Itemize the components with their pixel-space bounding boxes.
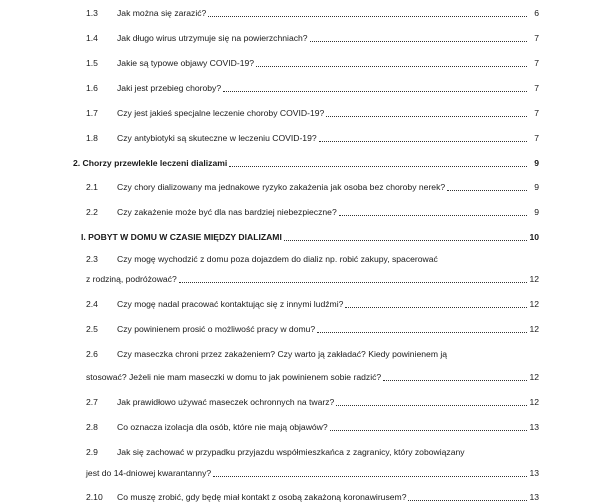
- dot-leader: [447, 189, 527, 191]
- toc-entry-page: 7: [534, 33, 539, 43]
- toc-entry-title: Jak długo wirus utrzymuje się na powierzchniach?: [117, 33, 308, 43]
- dot-leader: [319, 140, 527, 142]
- toc-entry-page: 13: [529, 492, 539, 502]
- toc-entry-number: 2.2: [86, 207, 98, 217]
- dot-leader: [229, 165, 527, 167]
- toc-entry-page: 12: [529, 372, 539, 382]
- toc-entry-page: 12: [529, 274, 539, 284]
- toc-entry-number: 1.7: [86, 108, 98, 118]
- dot-leader: [284, 239, 527, 241]
- toc-entry-page: 9: [534, 207, 539, 217]
- toc-entry-page: 12: [529, 299, 539, 309]
- toc-entry-page: 7: [534, 108, 539, 118]
- toc-entry-title-continued: z rodziną, podróżować?: [86, 274, 177, 284]
- toc-entry-title: Czy maseczka chroni przez zakażeniem? Czy warto ją zakładać? Kiedy powinienem ją: [117, 349, 448, 359]
- toc-entry-title: Czy antybiotyki są skuteczne w leczeniu COVID-19?: [117, 133, 317, 143]
- toc-entry-title: Jak można się zarazić?: [117, 8, 207, 18]
- toc-entry-number: 1.3: [86, 8, 98, 18]
- toc-entry-page: 9: [534, 182, 539, 192]
- toc-entry-title: Czy jest jakieś specjalne leczenie choroby COVID-19?: [117, 108, 325, 118]
- dot-leader: [208, 15, 527, 17]
- dot-leader: [339, 214, 527, 216]
- dot-leader: [256, 65, 527, 67]
- dot-leader: [330, 429, 527, 431]
- toc-entry-page: 10: [529, 232, 539, 242]
- toc-entry-page: 7: [534, 133, 539, 143]
- toc-entry-number: 1.4: [86, 33, 98, 43]
- toc-entry-page: 7: [534, 83, 539, 93]
- dot-leader: [317, 331, 527, 333]
- toc-entry-page: 12: [529, 324, 539, 334]
- toc-entry-page: 7: [534, 58, 539, 68]
- dot-leader: [408, 499, 527, 501]
- toc-entry-number: 2.4: [86, 299, 98, 309]
- toc-entry-page: 9: [534, 158, 539, 168]
- dot-leader: [336, 404, 527, 406]
- toc-section-title: 2. Chorzy przewlekle leczeni dializami: [73, 158, 228, 168]
- toc-entry-page: 13: [529, 468, 539, 478]
- toc-entry-title: Czy chory dializowany ma jednakowe ryzyko zakażenia jak osoba bez choroby nerek?: [117, 182, 446, 192]
- toc-entry-title: Jak prawidłowo używać maseczek ochronnych na twarz?: [117, 397, 335, 407]
- toc-entry-title-continued: stosować? Jeżeli nie mam maseczki w domu to jak powinienem sobie radzić?: [86, 372, 382, 382]
- toc-entry-page: 6: [534, 8, 539, 18]
- toc-entry-number: 2.3: [86, 254, 98, 264]
- toc-entry-title: Czy mogę wychodzić z domu poza dojazdem do dializ np. robić zakupy, spacerować: [117, 254, 438, 264]
- dot-leader: [223, 90, 527, 92]
- toc-entry-number: 2.10: [86, 492, 103, 502]
- toc-entry-number: 1.5: [86, 58, 98, 68]
- dot-leader: [179, 281, 527, 283]
- toc-entry-number: 1.6: [86, 83, 98, 93]
- toc-entry-number: 2.8: [86, 422, 98, 432]
- toc-entry-title-continued: jest do 14-dniowej kwarantanny?: [86, 468, 212, 478]
- dot-leader: [345, 306, 527, 308]
- dot-leader: [310, 40, 527, 42]
- toc-entry-title: Czy mogę nadal pracować kontaktując się z innymi ludźmi?: [117, 299, 344, 309]
- toc-entry-title: Jaki jest przebieg choroby?: [117, 83, 222, 93]
- toc-entry-number: 2.6: [86, 349, 98, 359]
- toc-entry-number: 2.5: [86, 324, 98, 334]
- toc-entry-title: Co muszę zrobić, gdy będę miał kontakt z osobą zakażoną koronawirusem?: [117, 492, 407, 502]
- toc-entry-title: Czy zakażenie może być dla nas bardziej niebezpieczne?: [117, 207, 337, 217]
- toc-entry-number: 1.8: [86, 133, 98, 143]
- toc-entry-title: Jakie są typowe objawy COVID-19?: [117, 58, 255, 68]
- toc-entry-title: Czy powinienem prosić o możliwość pracy w domu?: [117, 324, 316, 334]
- dot-leader: [383, 379, 527, 381]
- toc-entry-number: 2.9: [86, 447, 98, 457]
- toc-section-title: I. POBYT W DOMU W CZASIE MIĘDZY DIALIZAMI: [81, 232, 282, 242]
- toc-entry-title: Jak się zachować w przypadku przyjazdu współmieszkańca z zagranicy, który zobowiązany: [117, 447, 465, 457]
- toc-entry-page: 12: [529, 397, 539, 407]
- toc-entry-number: 2.1: [86, 182, 98, 192]
- dot-leader: [326, 115, 527, 117]
- dot-leader: [213, 475, 527, 477]
- toc-entry-number: 2.7: [86, 397, 98, 407]
- toc-entry-page: 13: [529, 422, 539, 432]
- toc-entry-title: Co oznacza izolacja dla osób, które nie mają objawów?: [117, 422, 328, 432]
